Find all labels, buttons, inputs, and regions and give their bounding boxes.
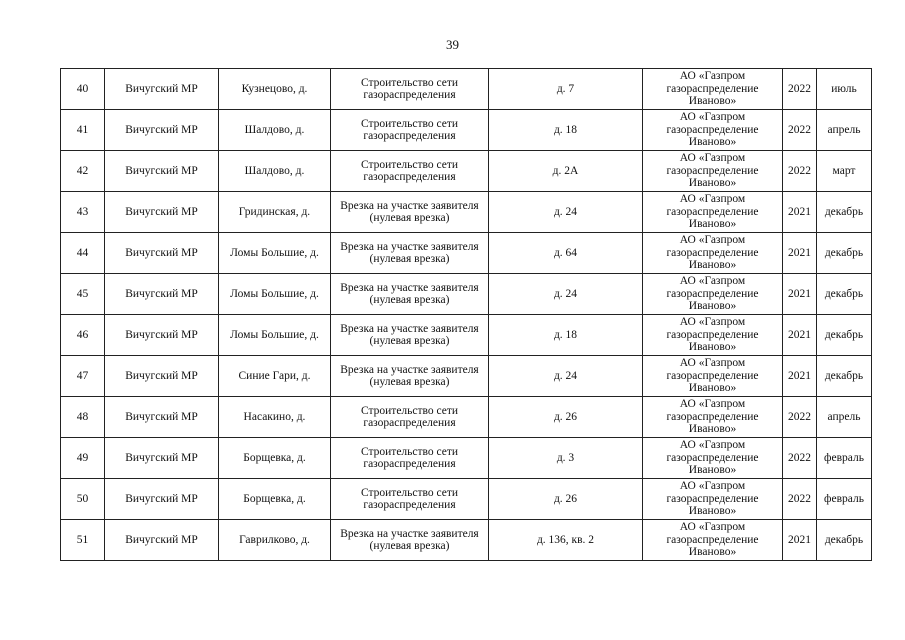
cell-month: декабрь — [817, 192, 872, 233]
cell-settlement: Борщевка, д. — [219, 438, 331, 479]
cell-number: 43 — [61, 192, 105, 233]
cell-number: 49 — [61, 438, 105, 479]
table-row — [61, 397, 872, 438]
page-number: 39 — [446, 37, 459, 52]
cell-address: д. 3 — [489, 438, 643, 479]
cell-year: 2022 — [783, 438, 817, 479]
cell-number: 41 — [61, 110, 105, 151]
cell-address: д. 18 — [489, 110, 643, 151]
cell-number: 42 — [61, 151, 105, 192]
cell-number: 50 — [61, 479, 105, 520]
cell-district: Вичугский МР — [105, 151, 219, 192]
cell-settlement: Ломы Большие, д. — [219, 233, 331, 274]
cell-address: д. 136, кв. 2 — [489, 520, 643, 561]
cell-work-type: Строительство сети газораспределения — [331, 69, 489, 110]
cell-year: 2021 — [783, 315, 817, 356]
cell-settlement: Гридинская, д. — [219, 192, 331, 233]
cell-operator: АО «Газпром газораспределение Иваново» — [643, 233, 783, 274]
cell-settlement: Насакино, д. — [219, 397, 331, 438]
cell-district: Вичугский МР — [105, 479, 219, 520]
cell-number: 47 — [61, 356, 105, 397]
cell-operator: АО «Газпром газораспределение Иваново» — [643, 69, 783, 110]
cell-month: декабрь — [817, 274, 872, 315]
cell-district: Вичугский МР — [105, 192, 219, 233]
cell-year: 2021 — [783, 192, 817, 233]
cell-year: 2022 — [783, 397, 817, 438]
cell-number: 45 — [61, 274, 105, 315]
cell-year: 2022 — [783, 479, 817, 520]
cell-year: 2021 — [783, 274, 817, 315]
cell-number: 48 — [61, 397, 105, 438]
cell-number: 44 — [61, 233, 105, 274]
table-row — [61, 274, 872, 315]
cell-year: 2022 — [783, 110, 817, 151]
cell-settlement: Синие Гари, д. — [219, 356, 331, 397]
cell-year: 2022 — [783, 151, 817, 192]
table-row — [61, 69, 872, 110]
cell-year: 2021 — [783, 520, 817, 561]
cell-month: апрель — [817, 110, 872, 151]
cell-address: д. 26 — [489, 397, 643, 438]
table-row — [61, 151, 872, 192]
cell-month: июль — [817, 69, 872, 110]
cell-settlement: Борщевка, д. — [219, 479, 331, 520]
cell-settlement: Шалдово, д. — [219, 110, 331, 151]
cell-work-type: Строительство сети газораспределения — [331, 151, 489, 192]
gasification-table — [60, 68, 872, 561]
cell-work-type: Врезка на участке заявителя (нулевая врезка) — [331, 315, 489, 356]
cell-operator: АО «Газпром газораспределение Иваново» — [643, 274, 783, 315]
cell-district: Вичугский МР — [105, 274, 219, 315]
cell-work-type: Строительство сети газораспределения — [331, 479, 489, 520]
cell-year: 2022 — [783, 69, 817, 110]
cell-operator: АО «Газпром газораспределение Иваново» — [643, 479, 783, 520]
cell-district: Вичугский МР — [105, 315, 219, 356]
cell-address: д. 24 — [489, 356, 643, 397]
cell-address: д. 2А — [489, 151, 643, 192]
cell-address: д. 64 — [489, 233, 643, 274]
cell-district: Вичугский МР — [105, 397, 219, 438]
cell-month: декабрь — [817, 520, 872, 561]
cell-work-type: Врезка на участке заявителя (нулевая врезка) — [331, 192, 489, 233]
table-row — [61, 438, 872, 479]
cell-address: д. 18 — [489, 315, 643, 356]
cell-address: д. 24 — [489, 192, 643, 233]
cell-settlement: Гаврилково, д. — [219, 520, 331, 561]
cell-settlement: Шалдово, д. — [219, 151, 331, 192]
cell-work-type: Строительство сети газораспределения — [331, 397, 489, 438]
cell-number: 40 — [61, 69, 105, 110]
cell-district: Вичугский МР — [105, 110, 219, 151]
cell-operator: АО «Газпром газораспределение Иваново» — [643, 356, 783, 397]
cell-work-type: Врезка на участке заявителя (нулевая врезка) — [331, 520, 489, 561]
cell-address: д. 7 — [489, 69, 643, 110]
cell-month: декабрь — [817, 315, 872, 356]
cell-month: март — [817, 151, 872, 192]
table-row — [61, 520, 872, 561]
cell-address: д. 24 — [489, 274, 643, 315]
cell-operator: АО «Газпром газораспределение Иваново» — [643, 110, 783, 151]
cell-settlement: Кузнецово, д. — [219, 69, 331, 110]
cell-work-type: Врезка на участке заявителя (нулевая врезка) — [331, 233, 489, 274]
cell-settlement: Ломы Большие, д. — [219, 274, 331, 315]
cell-district: Вичугский МР — [105, 69, 219, 110]
table-row — [61, 192, 872, 233]
cell-operator: АО «Газпром газораспределение Иваново» — [643, 151, 783, 192]
cell-operator: АО «Газпром газораспределение Иваново» — [643, 315, 783, 356]
cell-operator: АО «Газпром газораспределение Иваново» — [643, 438, 783, 479]
table-row — [61, 479, 872, 520]
table-row — [61, 110, 872, 151]
cell-year: 2021 — [783, 233, 817, 274]
cell-district: Вичугский МР — [105, 520, 219, 561]
cell-work-type: Врезка на участке заявителя (нулевая врезка) — [331, 356, 489, 397]
cell-address: д. 26 — [489, 479, 643, 520]
cell-number: 46 — [61, 315, 105, 356]
cell-district: Вичугский МР — [105, 356, 219, 397]
cell-district: Вичугский МР — [105, 233, 219, 274]
cell-month: апрель — [817, 397, 872, 438]
cell-operator: АО «Газпром газораспределение Иваново» — [643, 192, 783, 233]
table-row — [61, 315, 872, 356]
cell-number: 51 — [61, 520, 105, 561]
cell-month: декабрь — [817, 233, 872, 274]
cell-month: февраль — [817, 479, 872, 520]
table-row — [61, 356, 872, 397]
cell-work-type: Строительство сети газораспределения — [331, 110, 489, 151]
cell-month: февраль — [817, 438, 872, 479]
cell-settlement: Ломы Большие, д. — [219, 315, 331, 356]
cell-year: 2021 — [783, 356, 817, 397]
cell-month: декабрь — [817, 356, 872, 397]
cell-work-type: Врезка на участке заявителя (нулевая врезка) — [331, 274, 489, 315]
table-row — [61, 233, 872, 274]
cell-work-type: Строительство сети газораспределения — [331, 438, 489, 479]
cell-district: Вичугский МР — [105, 438, 219, 479]
cell-operator: АО «Газпром газораспределение Иваново» — [643, 397, 783, 438]
cell-operator: АО «Газпром газораспределение Иваново» — [643, 520, 783, 561]
